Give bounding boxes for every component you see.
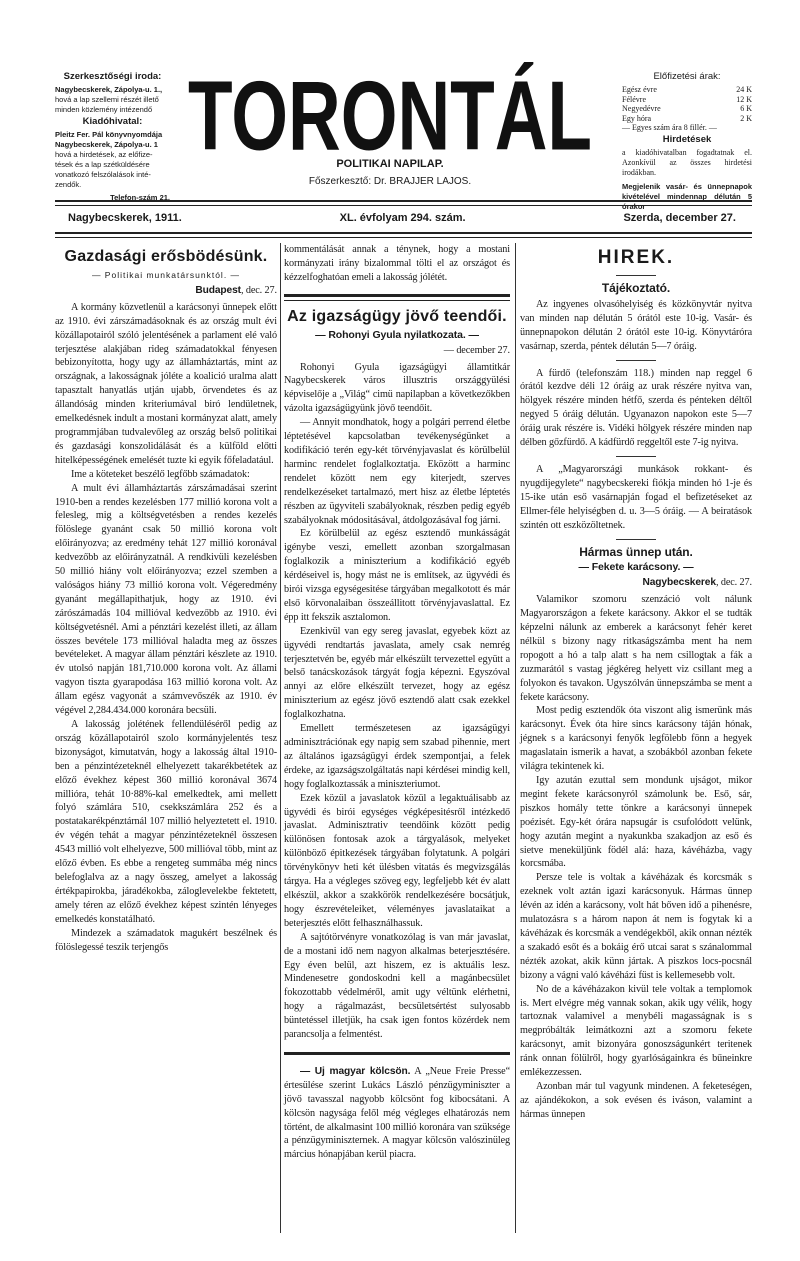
news-item xyxy=(284,1065,510,1162)
price-value: 24 K xyxy=(736,85,752,94)
issue-date: Szerda, december 27. xyxy=(623,212,736,224)
place-year: Nagybecskerek, 1911. xyxy=(68,212,182,224)
publisher-line: tések és a lap szétküldésére xyxy=(55,160,150,169)
price-label: Egész évre xyxy=(622,85,657,94)
single-copy-price: — Egyes szám ára 8 fillér. — xyxy=(622,123,717,132)
text: A „Neue Freie Presse“ értesülése szerint Lukács László pénzügyminiszter a jövő tavasszal nagyobb kölcsönt fog kibocsátani. A kölcsön nagysága felől még végleges elhatározás nem történt, de alkalmasint 100 millió koronára van szüksége a pénzügyminiszternek. A magyar kölcsön valószinüleg március hónapjában kerül piacra. xyxy=(284,1065,510,1161)
volume-number: XL. évfolyam 294. szám. xyxy=(339,212,466,224)
article-paragraph: A „Magyarországi munkások rokkant- és nyugdijegylete“ nagybecskereki fiókja minden hó 1-je és 15-ike után eső vasárnapján fogad el befizetéseket az Ellmer-féle helyiségben d. u. 3—5 óráig. — A beiratások szintén ott eszközöltetnek. xyxy=(520,463,752,531)
separator-rule xyxy=(284,1052,510,1055)
article-paragraph: — Annyit mondhatok, hogy a polgári perrend életbe léptetésével kapcsolatban tevékenységünket a kodifikáció terén egy-két törvényjavaslat és körülbelül harminc rendelet foglalkoztatja. Eközött a harminc rendelet között nem egy kiterjedt, szerves rendelkezéseket tartalmazó, mert hisz az életbe léptetés részben az ügyviteli szabályoknak, részben pedig egyéb szabályoknak módositásával, átdolgozásával fog járni. xyxy=(284,417,510,526)
phone-number: Telefon-szám 21. xyxy=(110,193,170,202)
article-paragraph: Rohonyi Gyula igazságügyi államtitkár Nagybecskerek város illusztris országgyülési képviselője a „Világ“ cimü napilapban a következőkben vázolta igazságügyünk jövő teendőit. xyxy=(284,361,510,415)
article-paragraph: Ez körülbelül az egész esztendő munkásságát igénybe veszi, emellett azonban szorgalmasan foglalkozik a miniszterium a kodifikáció egyéb kérdéseivel is, hogy mást ne is említsek, az ügyvédi és birói vizsga egységesitése tárgyában megalkotott és már első körvonalaiban összeállitott törvényjavaslattal. Ez épp itt fekszik asztalomon. xyxy=(284,528,510,623)
office-line: Nagybecskerek, Zápolya-u. 1., xyxy=(55,85,163,94)
article-subheadline: — Rohonyi Gyula nyilatkozata. — xyxy=(315,328,479,341)
news-section-title: HIREK. xyxy=(597,247,675,268)
dateline-place: Nagybecskerek xyxy=(642,577,716,589)
header-rule xyxy=(55,200,752,206)
price-row xyxy=(622,95,752,105)
prices-title: Előfizetési árak: xyxy=(653,71,721,82)
separator-rule xyxy=(616,539,656,540)
article-paragraph: Mindezek a számadatok magukért beszélnek és fölöslegessé teszik terjengős xyxy=(55,927,277,953)
article-dateline xyxy=(55,284,277,298)
article-paragraph: A kormány közvetlenül a karácsonyi ünnepek előtt az 1910. évi zárszámadásoknak és az ország mult évi közállapotairól szóló jelentésének a parlament elé való terjesztése alakjában rideg számadatokkal fényesen bebizonyította, hogy ugy az államháztartás, mint az országnak, a lakosságnak jóléte a koalició uralma alatt tapasztalt hanyatlás utján ujabb, örvendetes és az állandóság minden kriteriumával biró lendületnek, emelkedésnek indult a mostani kormányzat alatt, amely programmjában tudvalevőleg az ország belső politikai és gazdasági konszolidálását és a külföld előtti hitelképességének emelését tuzte ki egyik főfeladatául. xyxy=(55,301,277,466)
article-dateline xyxy=(284,344,510,358)
article-dateline xyxy=(520,576,752,590)
price-row xyxy=(622,85,752,95)
ads-text: a kiadóhivatalban fogadtatnak el. Azonkívül az összes hirdetési irodákban. xyxy=(622,148,752,177)
separator-rule xyxy=(616,456,656,457)
article-paragraph: Ime a köteteket beszélő legfőbb számadatok: xyxy=(71,468,250,480)
price-row xyxy=(622,114,752,124)
price-label: Egy hóra xyxy=(622,113,652,123)
price-row xyxy=(622,104,752,114)
article-headline: Gazdasági erősbödésünk. xyxy=(64,248,268,265)
separator-rule xyxy=(616,360,656,361)
article-subheadline: — Fekete karácsony. — xyxy=(578,561,694,574)
issue-dateline xyxy=(68,212,736,224)
article-paragraph: Az ingyenes olvasóhelyiség és közkönyvtár nyitva van minden nap délután 5 órától este 10-ig. Vasár- és ünnepnapokon délután 2 órától este 10-ig. Könyvtárórа vasárnap, szerda, péntek délután 5—7 óráig. xyxy=(520,298,752,352)
article-paragraph: Igy azután ezuttal sem mondunk ujságot, mikor megint fekete karácsonyról számolunk be. Eső, sár, piszkos homály tette tönkre a karácsonyi ünnepek poézisét. Egy-két órára napsugár is csufolódott velünk, hogy azután megint a nyakunkba szakadjon az eső és sietve meneküljünk födél alá: haza, kávéházba, vagy korcsmába. xyxy=(520,775,752,870)
publisher-title: Kiadóhivatal: xyxy=(82,116,143,127)
news-item-title: — Uj magyar kölcsön. xyxy=(300,1065,411,1077)
office-line: hová a lap szellemi részét illető xyxy=(55,95,159,104)
office-line: minden közlemény intézendő xyxy=(55,105,153,114)
text: , dec. 27. xyxy=(240,284,277,296)
publisher-line: hová a hirdetések, az előfize- xyxy=(55,150,153,159)
article-paragraph: Most pedig esztendők óta viszont alig ismerünk más karácsonyt. Évek óta hire sincs karácsony táján hónak, jégnek s a karácsonyi fenyők legfölebb fönn a hegyek magaslatain ismerik a havat, a szobákból azonban fekete világra tekintenek ki. xyxy=(520,705,752,773)
office-title: Szerkesztőségi iroda: xyxy=(63,71,162,82)
column-3 xyxy=(520,243,752,1122)
column-1 xyxy=(55,243,277,954)
text: — december 27. xyxy=(443,344,510,356)
ads-title: Hirdetések xyxy=(662,134,712,145)
publisher-line: vonatkozó felszólalások inté- xyxy=(55,170,151,179)
article-paragraph: A fürdő (telefonszám 118.) minden nap reggel 6 órától kezdve déli 12 óráig az urak részére nyitva van, hölgyek részére minden hétfő, szerda és pénteken déltől negyed 5 óráig délután. Ugyanazon napokon este 5—7 óráig urak részére is. Vidéki hölgyek részére minden nap délben gőzfürdő. A kádfürdő reggeltől este 7-ig nyitva. xyxy=(520,367,752,449)
price-label: Negyedévre xyxy=(622,104,661,113)
section-headline: Hármas ünnep után. xyxy=(579,544,693,559)
column-2 xyxy=(284,243,510,1162)
column-rule xyxy=(280,243,281,1233)
separator-rule xyxy=(616,275,656,276)
publisher-line: Nagybecskerek, Zápolya-u. 1 xyxy=(55,140,158,149)
article-paragraph: Emellett természetesen az igazságügyi adminisztrációnak egy napig sem szabad pihennie, mert az általános igazságügyi érdek szempontjai, a felek érdeke, az igazságszolgáltatás napi kérdései mindig kell, hogy foglalkoztassák a miniszteriumot. xyxy=(284,723,510,790)
dateline-place: Budapest xyxy=(195,284,241,296)
article-paragraph: kommentálását annak a ténynek, hogy a mostani kormányzati irány bizalommal tölti el az országot és kézzelfoghatóan emeli a lakosság jólétét. xyxy=(284,244,510,283)
section-headline: Tájékoztató. xyxy=(601,281,671,295)
article-paragraph: Ezenkivül van egy sereg javaslat, egyebek közt az ügyvédi rendtartás javaslata, amely csak nemrég terjesztetvén be, egyéb már elkészült tervezettel együtt a belső tanácskozások tárgyát fogja képezni. Egyszóval annyi az előre elkészült tervezet, hogy az egész miniszterium az egész jövő esztendő alatt csak ezekkel foglalkozhatna. xyxy=(284,625,510,721)
editorial-office-box xyxy=(55,70,170,203)
price-label: Félévre xyxy=(622,94,646,104)
article-headline: Az igazságügy jövő teendői. xyxy=(287,307,507,325)
header-rule xyxy=(55,232,752,238)
publisher-line: zendők. xyxy=(55,180,82,189)
article-paragraph: A mult évi államháztartás zárszámadásai szerint 1910-ben a rendes kezelésben 177 millió korona volt a felesleg, mig a költségvetésben a rendes kezelés fölöslege gyanánt csak 50 millió korona volt előirányozva; az eredmény tehát 127 millió koronával kedvezőbb az előirányzatnál. A rendkivüli kezelésben 50 millió hiány volt előirányozva; ezzel szemben a valóságos hiány 73 millió korona volt. Végeredmény gyanánt megállapithatjuk, hogy az 1910. évi zárószámadás 104 millióval kedvezőbb az 1910. évi költségvetésnél. Ami a pénztári kezelést illeti, az állam összes bevétele 173 millióval haladta meg az összes bevételeket. A magyar állam pénztári készlete az 1910. év utolsó napján 181,710.000 korona volt. Az állami vagyon tiszta gyarapodása 163 millió korona volt. Az állam egész vagyonát a számvevőszék az 1910. év végével 2,284.434.000 koronára becsüli. xyxy=(55,482,277,717)
article-paragraph: Ezek közül a javaslatok közül a legaktuálisabb az ügyvédi és birói egységes végképesitésről intézkedő javaslat. Adminisztrativ teendőink között pedig különösen fontosak azok a tárgyalások, melyeket különböző épitkezések tárgyában folytatunk. A polgári törvénykönyv heti két ülésben vitatás és megvizsgálás tárgya. Ha a végleges szöveg egy, legfeljebb két év alatt elkészül, akkor a szakkörök rendelkezésére bocsátjuk, hogy észrevételeiket, véleményes javaslataikat a beterjesztés előtt felhasználhassuk. xyxy=(284,792,510,929)
article-paragraph: No de a kávéházakon kivül tele voltak a templomok is. Mert elvégre még vannak sokan, akik ugy vélik, hogy tartoznak valamivel a menybéli magasságnak is s megpróbálták leimátkozni azt a szomoru fekete karácsonyt, amit bizonyára gonoszságunkért teritenek ránk onnan fölülről, hogy gyarlóságainkra és bűneinkre emlékezzessen. xyxy=(520,983,752,1079)
publishing-schedule: Megjelenik vasár- és ünnepnapok kivételével mindennap délután 5 órakor xyxy=(622,182,752,211)
text: , dec. 27. xyxy=(715,577,752,589)
article-paragraph: A sajtótörvényre vonatkozólag is van már javaslat, de a mostani idő nem nagyon alkalmas beterjesztésére. Egy éven belül, azt hiszem, ez is aktuális lesz. Mindenesetre gondoskodni kell a magánbecsület fokozottabb védelméről, amit ugy véltünk elérhetni, hogy a rágalmazást, becsületsértést sulyosabb büntetéssel illetjük, ha csak igen fontos közérdek nem parancsolja a felmentést. xyxy=(284,931,510,1041)
masthead-subtitle: POLITIKAI NAPILAP. xyxy=(336,158,444,170)
article-paragraph: Azonban már tul vagyunk mindenen. A feketeségen, az ajándékokon, a sok evésen és iváson, valamint a hármas ünnepen xyxy=(520,1080,752,1120)
publisher-line: Pleitz Fer. Pál könyvnyomdája xyxy=(55,130,163,139)
article-paragraph: A lakosság jolétének fellendüléséről pedig az ország közállapotairól szolo kormányjelentés tesz bizonyságot, kimutatván, hogy a lakosság által 1910-ben a pénzintézeteknél elhelyezett takarékbetétek az előző évekhez képest 360 millió koronával 3674 millióra, tehát 10·88%-kal emelkedtek, ami mellett folyó számlára 510, csekkszámlára 252 és a postatakarékpénztárnál 107 millió helyeztetett el. 1910. év végén tehát a magyar pénzintézeteknél összesen 4543 millió volt elhelyezve, 500 millióval több, mint az előző évben. Es ebbe a rengeteg summába még nincs belefoglalva az a nagy összeg, amelyet a lakosság értékpapirokba, járadékokba, záloglevelekbe fektetett, amely téren az előző évekhez képest szintén lényeges emelkedés konstatálható. xyxy=(55,719,277,925)
newspaper-masthead xyxy=(188,52,592,156)
column-rule xyxy=(515,243,516,1233)
subscription-box xyxy=(622,70,752,212)
article-paragraph: Valamikor szomoru szenzáció volt nálunk Magyarországon a fekete karácsony. Akkor el se tudták képzelni nálunk az emberek a karácsonyt fehér keret nélkül s bizony nagy ritkaságszámba ment ha nem ropogott a hó a talp alatt s ha nem csillogtak a fák a zuzmarától s vastag jégkéreg helyett viz csillant meg a folyokon és tavakon. Ugyszólván ünnepszámba se ment a fekete karácsony. xyxy=(520,594,752,703)
price-value: 6 K xyxy=(740,104,752,113)
article-byline: — Politikai munkatársunktól. — xyxy=(91,270,241,280)
separator-rule xyxy=(284,294,510,301)
price-value: 2 K xyxy=(740,113,752,123)
editor-in-chief: Főszerkesztő: Dr. BRAJJER LAJOS. xyxy=(308,176,472,187)
price-value: 12 K xyxy=(736,94,752,104)
article-paragraph: Persze tele is voltak a kávéházak és korcsmák s ezeknek volt aztán igazi karácsonyuk. Hármas ünnep lévén az idén a karácsony, volt hát bőven idő a pihenésre, mulatozásra s a három napon át nem is fogytak ki a kávéházak és korcsmák a vendégekből, akik onnan nézték a szakadó esőt és a bokáig érő utcai sarat s szánalommal nézték azokat, akik künn jártak. A piszkos locs-pocsnál bizony a vágni való kávéházi füst is kellemesebb volt. xyxy=(520,872,752,981)
masthead-title: TORONTÁL xyxy=(188,60,592,156)
